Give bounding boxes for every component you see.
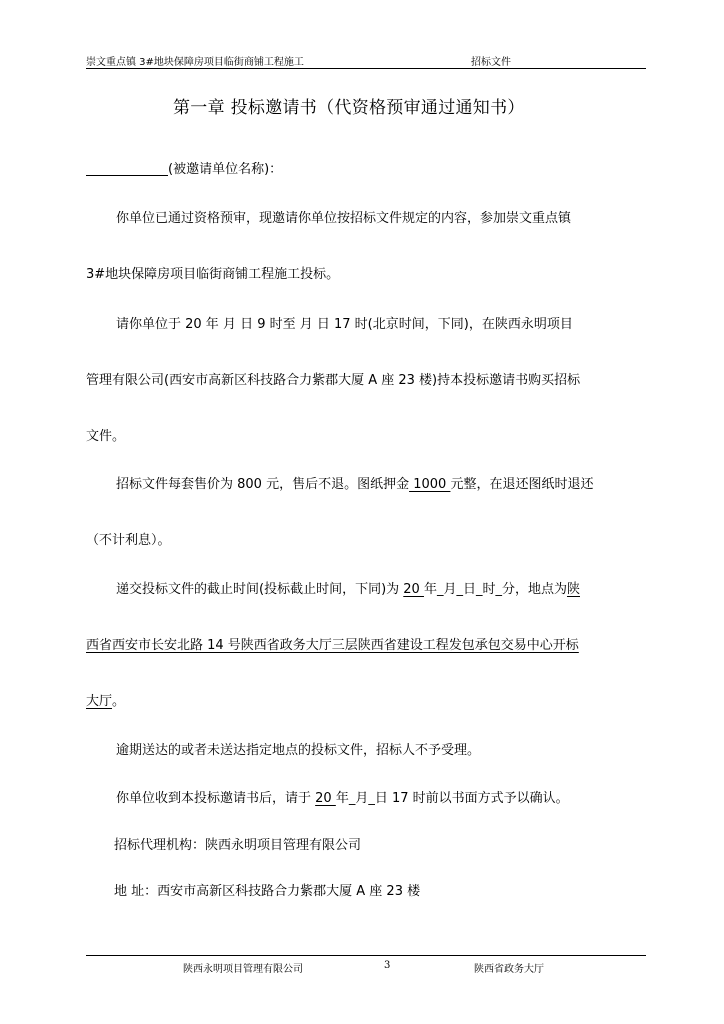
footer-rule [86, 955, 646, 956]
footer-left: 陕西永明项目管理有限公司 [183, 964, 303, 975]
header-rule [86, 68, 646, 69]
location-start: 陕 [566, 582, 580, 597]
p4-period: 。 [112, 694, 126, 709]
p4-line2: 西省西安市长安北路 14 号陕西省政务大厅三层陕西省建设工程发包承包交易中心开标 [86, 638, 579, 653]
p3-text-b: 元整，在退还图纸时退还 [450, 477, 594, 492]
header-left: 崇文重点镇 3#地块保障房项目临街商铺工程施工 [86, 57, 304, 68]
p3-line2: （不计利息）。 [86, 533, 171, 548]
p2-line2: 管理有限公司(西安市高新区科技路合力紫郡大厦 A 座 23 楼)持本投标邀请书购买招标 [86, 373, 581, 388]
deadline-year: 20 [403, 582, 424, 597]
footer-right: 陕西省政务大厅 [474, 964, 544, 975]
p1-line1: 你单位已通过资格预审，现邀请你单位按招标文件规定的内容，参加崇文重点镇 [116, 211, 572, 226]
page-number: 3 [384, 960, 391, 971]
p4-text-b: 年_月_日_时_分，地点为 [423, 582, 567, 597]
deposit-amount: 1000 [409, 477, 451, 492]
addressee-label: (被邀请单位名称)： [168, 162, 283, 177]
p1-line2: 3#地块保障房项目临街商铺工程施工投标。 [86, 267, 340, 282]
p6-text-a: 你单位收到本投标邀请书后，请于 [116, 791, 316, 806]
p2-line3: 文件。 [86, 429, 126, 444]
location-end: 大厅 [86, 694, 113, 709]
p4-text-a: 递交投标文件的截止时间(投标截止时间，下同)为 [116, 582, 404, 597]
confirm-year: 20 [315, 791, 336, 806]
p6-line [116, 787, 569, 806]
p5-line: 逾期送达的或者未送达指定地点的投标文件，招标人不予受理。 [116, 743, 481, 758]
addressee-line [86, 158, 282, 177]
p3-text-a: 招标文件每套售价为 800 元，售后不退。图纸押金 [116, 477, 410, 492]
agency-line: 招标代理机构：陕西永明项目管理有限公司 [114, 838, 362, 853]
p4-line1 [116, 578, 580, 597]
p6-text-b: 年_月_日 17 时前以书面方式予以确认。 [335, 791, 569, 806]
header-right: 招标文件 [471, 57, 511, 68]
address-line: 地 址：西安市高新区科技路合力紫郡大厦 A 座 23 楼 [114, 884, 421, 899]
page-title: 第一章 投标邀请书（代资格预审通过通知书） [173, 98, 525, 118]
addressee-blank [86, 161, 168, 176]
p4-line3 [86, 690, 125, 709]
p3-line1 [116, 473, 593, 492]
p2-line1: 请你单位于 20 年 月 日 9 时至 月 日 17 时(北京时间，下同)，在陕西永明项目 [116, 317, 573, 332]
